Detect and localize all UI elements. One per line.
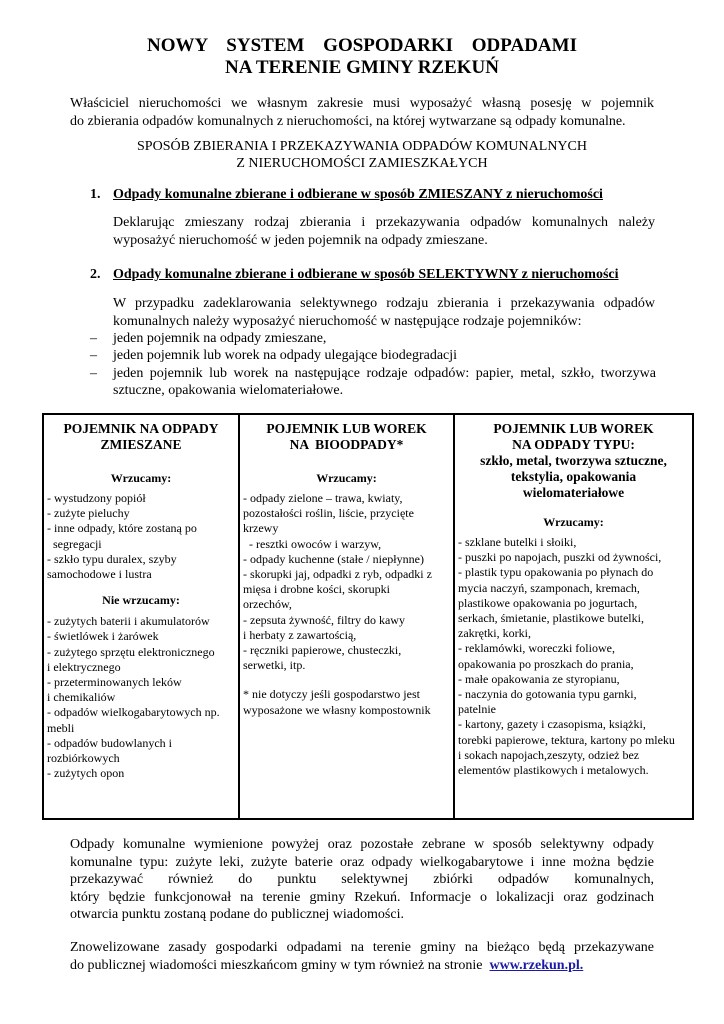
throw-label: Wrzucamy: (543, 515, 604, 529)
paragraph-line: wyposażyć nieruchomość w jeden pojemnik na odpady zmieszane. (113, 233, 488, 248)
list-item: - zepsuta żywność, filtry do kawy (243, 612, 405, 627)
list-item: - puszki po napojach, puszki od żywności, (458, 550, 662, 565)
recyclables-heading: POJEMNIK LUB WOREK NA ODPADY TYPU: szkło, metal, tworzywa sztuczne, tekstylia, opakowania wielomateriałowe (480, 421, 667, 500)
list-item: - ręczniki papierowe, chusteczki, (243, 643, 402, 658)
footer-paragraph-website (70, 939, 654, 974)
paragraph-line: Znowelizowane zasady gospodarki odpadami na terenie gminy na bieżąco będą przekazywane (70, 940, 654, 955)
bio-throw-list (240, 491, 453, 673)
list-item: - reklamówki, woreczki foliowe, (458, 641, 615, 656)
list-item: - skorupki jaj, odpadki z ryb, odpadki z (243, 567, 432, 582)
mixed-waste-heading: POJEMNIK NA ODPADY ZMIESZANE (63, 421, 219, 452)
list-item: - naczynia do gotowania typu garnki, (458, 687, 637, 702)
list-item: i elektrycznego (47, 659, 121, 674)
list-item: mebli (47, 720, 75, 735)
list-item: orzechów, (243, 597, 292, 612)
list-item: i herbaty z zawartością, (243, 627, 357, 642)
list-item: - zużyte pieluchy (47, 506, 130, 521)
section-title: Odpady komunalne zbierane i odbierane w sposób SELEKTYWNY z nieruchomości (113, 267, 619, 282)
list-item: - kartony, gazety i czasopisma, książki, (458, 717, 646, 732)
section-2-heading (90, 266, 619, 284)
section-number: 2. (90, 267, 101, 282)
recyclables-throw-list (455, 535, 692, 778)
bullet-text: jeden pojemnik lub worek na odpady ulegające biodegradacji (113, 348, 458, 363)
paragraph-line: komunalnych należy wyposażyć nieruchomość w następujące rodzaje pojemników: (113, 314, 582, 329)
list-item: - odpady zielone – trawa, kwiaty, (243, 491, 403, 505)
bio-waste-heading: POJEMNIK LUB WOREK NA BIOODPADY* (266, 421, 427, 452)
list-item: mięsa i drobne kości, skorupki (243, 582, 390, 597)
list-item: - szkło typu duralex, szyby (47, 551, 177, 566)
bio-waste-column (239, 414, 454, 819)
bullet-text: sztuczne, opakowania wielomateriałowe. (113, 383, 344, 398)
list-item: - wystudzony popiół (47, 491, 146, 505)
list-item: - małe opakowania ze styropianu, (458, 671, 620, 686)
bullet-text: jeden pojemnik na odpady zmieszane, (113, 331, 327, 346)
list-item: torebki papierowe, tektura, kartony po mleku (458, 732, 675, 747)
collection-method-heading (0, 138, 724, 172)
list-item: opakowania po proszkach do prania, (458, 656, 634, 671)
list-item: patelnie (458, 702, 496, 717)
throw-label: Wrzucamy: (316, 471, 377, 485)
list-item: mycia naczyń, szamponach, kremach, (458, 580, 640, 595)
no-throw-label: Nie wrzucamy: (102, 593, 180, 608)
list-item: i chemikaliów (47, 690, 116, 705)
paragraph-line: przekazywać również do punktu selektywnej zbiórki odpadów komunalnych, (70, 872, 654, 887)
list-item: - zużytego sprzętu elektronicznego (47, 644, 215, 659)
list-item: - odpady kuchenne (stałe / niepłynne) (243, 551, 424, 566)
subheading-line: SPOSÓB ZBIERANIA I PRZEKAZYWANIA ODPADÓW KOMUNALNYCH (137, 139, 587, 154)
intro-line: do zbierania odpadów komunalnych z nieruchomości, na której wytwarzane są odpady komunalne. (70, 114, 626, 129)
list-item: - świetlówek i żarówek (47, 629, 159, 644)
mixed-waste-column (43, 414, 239, 819)
subheading-line: Z NIERUCHOMOŚCI ZAMIESZKAŁYCH (236, 156, 488, 171)
list-item: samochodowe i lustra (47, 567, 152, 582)
bullet-dash: – (90, 331, 97, 346)
mixed-no-throw-list (44, 614, 238, 781)
document-title-line2: NA TERENIE GMINY RZEKUŃ (225, 57, 499, 78)
paragraph-line: otwarcia punktu zostaną podane do publicznej wiadomości. (70, 907, 404, 922)
list-item: rozbiórkowych (47, 751, 120, 766)
bullet-text: jeden pojemnik lub worek na następujące rodzaje odpadów: papier, metal, szkło, tworzywa (113, 366, 656, 381)
list-item: - inne odpady, które zostaną po (47, 521, 197, 536)
list-item: - szklane butelki i słoiki, (458, 535, 577, 549)
section-title: Odpady komunalne zbierane i odbierane w sposób ZMIESZANY z nieruchomości (113, 187, 603, 202)
paragraph-line: Odpady komunalne wymienione powyżej oraz pozostałe zebrane w sposób selektywny odpady (70, 837, 654, 852)
list-item: elementów plastikowych i metalowych. (458, 763, 649, 778)
list-item: zakrętki, korki, (458, 626, 531, 641)
section-1-paragraph (113, 214, 655, 250)
intro-line: Właściciel nieruchomości we własnym zakresie musi wyposażyć własną posesję w pojemnik (70, 96, 654, 111)
list-item: plastikowe opakowania po jogurtach, (458, 595, 638, 610)
footer-paragraph-collection-point (70, 836, 654, 924)
paragraph-text: do publicznej wiadomości mieszkańcom gminy w tym również na stronie (70, 957, 483, 973)
paragraph-line: Deklarując zmieszany rodzaj zbierania i przekazywania odpadów komunalnych należy (113, 215, 655, 230)
recyclables-column (454, 414, 693, 819)
document-title-line1: NOWY SYSTEM GOSPODARKI ODPADAMI (147, 35, 577, 56)
list-item: - odpadów wielkogabarytowych np. (47, 705, 220, 720)
list-item: serkach, śmietanie, plastikowe butelki, (458, 611, 644, 626)
list-item: krzewy (243, 521, 279, 536)
paragraph-line: W przypadku zadeklarowania selektywnego rodzaju zbierania i przekazywania odpadów (113, 296, 655, 311)
section-number: 1. (90, 187, 101, 202)
bin-types-table (42, 413, 694, 820)
list-item: - odpadów budowlanych i (47, 735, 172, 750)
list-item: i sokach napojach,zeszyty, odzież bez (458, 747, 640, 762)
list-item: pozostałości roślin, liście, przycięte (243, 506, 414, 521)
section-2-paragraph (113, 295, 655, 331)
list-item: - zużytych opon (47, 766, 125, 781)
composter-footnote: * nie dotyczy jeśli gospodarstwo jest wyposażone we własny kompostownik (243, 687, 431, 717)
bullet-dash: – (90, 366, 97, 381)
list-item: - przeterminowanych leków (47, 675, 182, 690)
list-item: segregacji (47, 536, 102, 551)
bullet-dash: – (90, 348, 97, 363)
throw-label: Wrzucamy: (110, 471, 172, 485)
mixed-throw-list (44, 491, 238, 582)
paragraph-line: który będzie funkcjonował na terenie gminy Rzekuń. Informacje o lokalizacji oraz godzinach (70, 889, 654, 905)
paragraph-line: komunalne typu: zużyte leki, zużyte baterie oraz odpady wielkogabarytowe i inne można będzie (70, 854, 654, 870)
list-item: serwetki, itp. (243, 658, 306, 673)
section-1-heading (90, 186, 603, 204)
list-item: - zużytych baterii i akumulatorów (47, 614, 210, 629)
paragraph-line (70, 957, 654, 975)
intro-paragraph (70, 95, 654, 131)
list-item: - plastik typu opakowania po płynach do (458, 565, 654, 580)
list-item: - resztki owoców i warzyw, (243, 536, 382, 551)
website-link[interactable]: www.rzekun.pl. (489, 957, 584, 973)
